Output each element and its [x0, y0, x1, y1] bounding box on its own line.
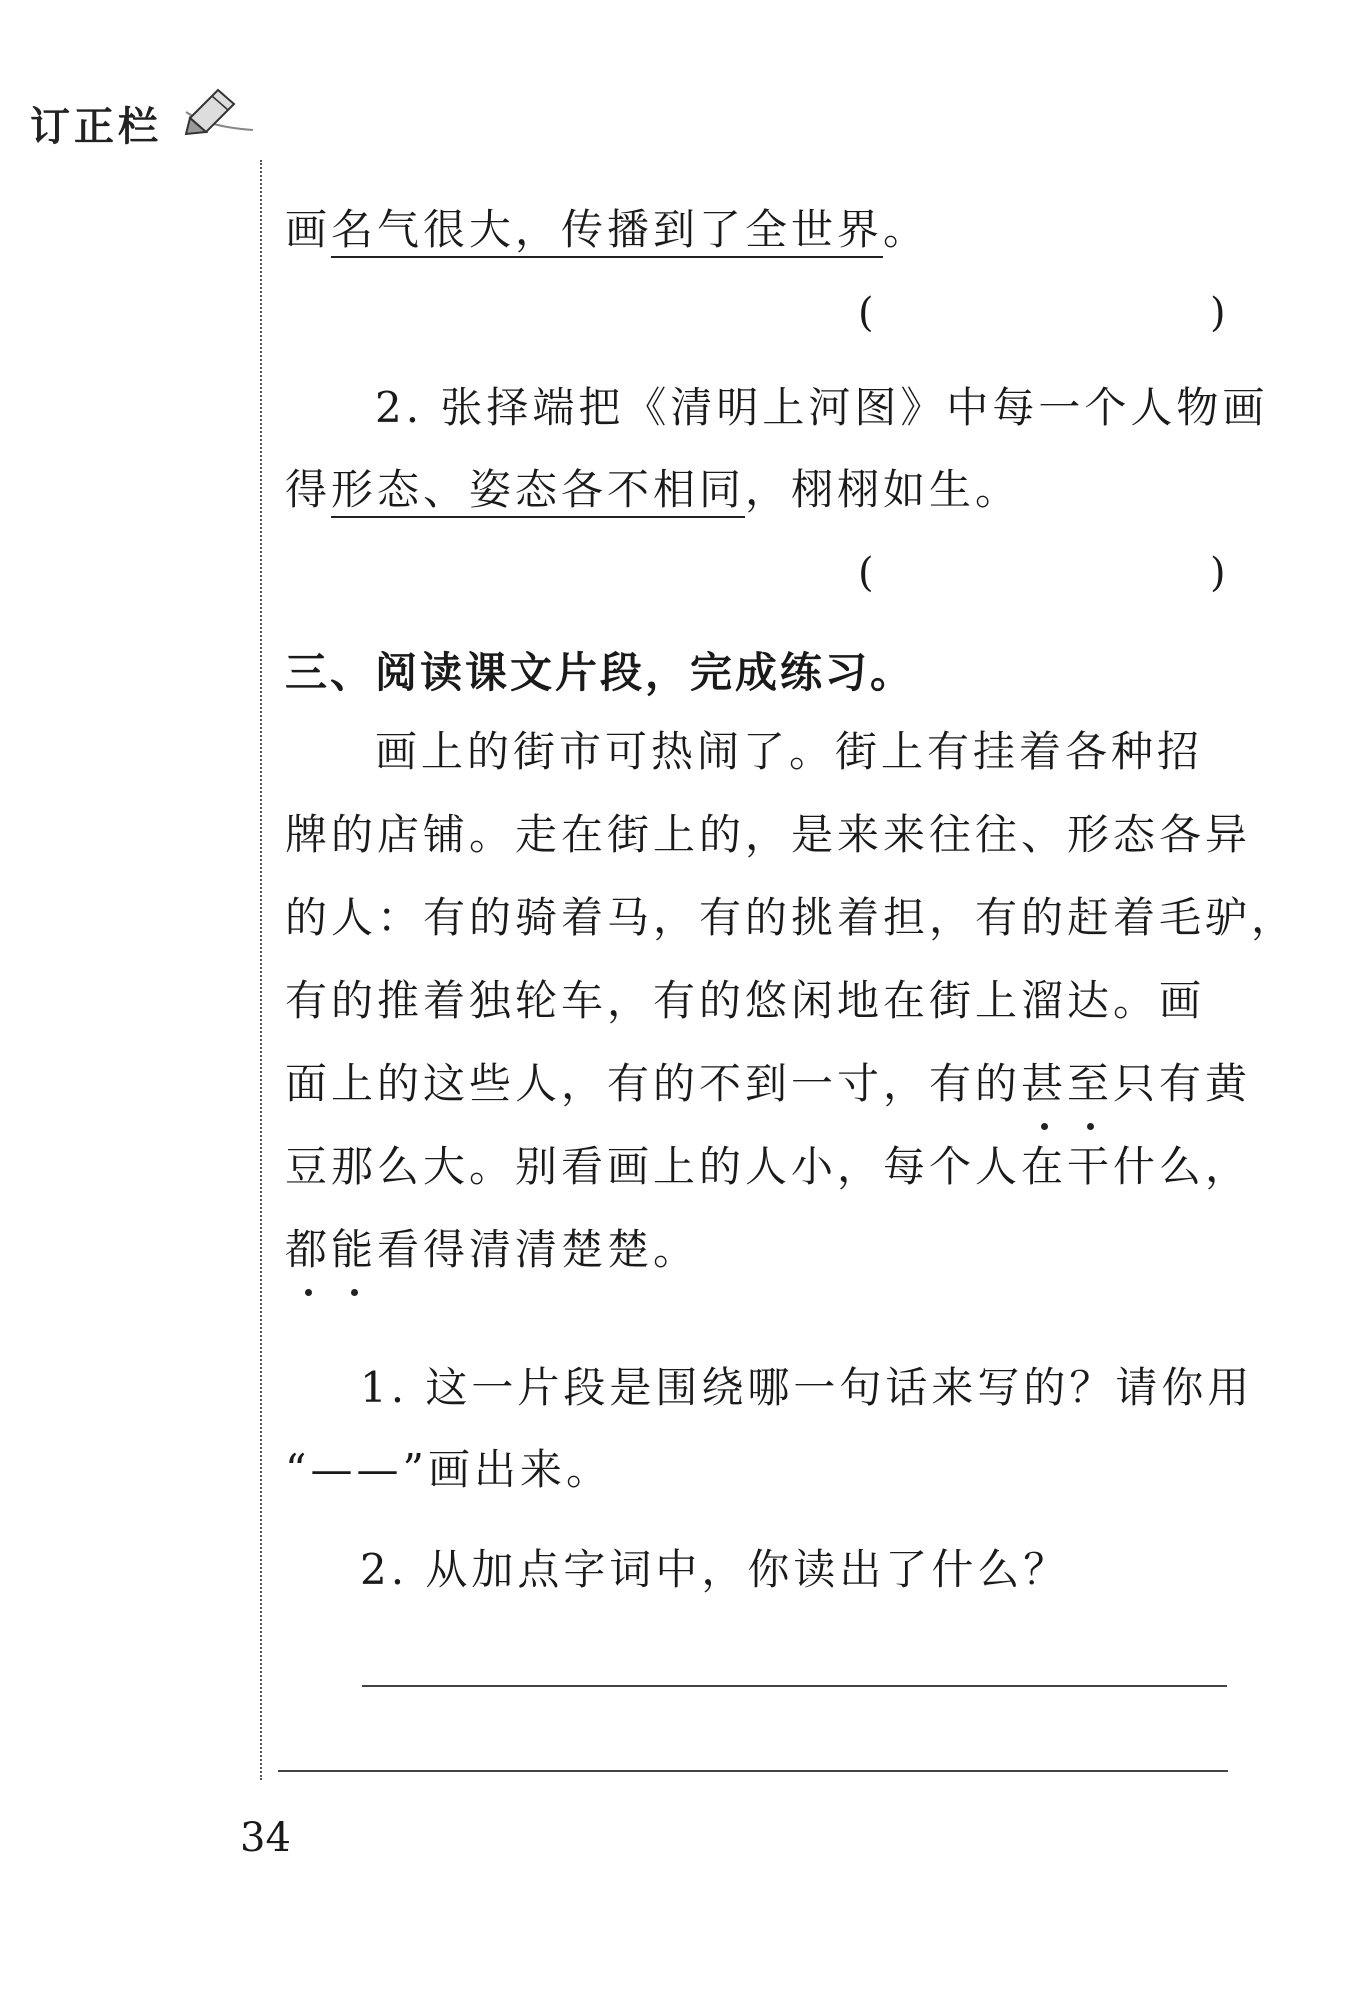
dotted-char: 能: [331, 1220, 377, 1280]
answer-paren-open: (: [858, 550, 874, 596]
question-2-line1: 2. 张择端把《清明上河图》中每一个人物画: [375, 383, 1269, 432]
passage-line-4: 有的推着独轮车，有的悠闲地在街上溜达。画: [285, 976, 1206, 1025]
passage-line-2: 牌的店铺。走在街上的，是来来往往、形态各异: [285, 810, 1252, 859]
question-2-line2: 得形态、姿态各不相同，栩栩如生。: [285, 460, 1021, 520]
section-3-question-1-line1: 1. 这一片段是围绕哪一句话来写的？请你用: [360, 1363, 1254, 1412]
question-1-tail: 画名气很大，传播到了全世界。: [285, 200, 929, 260]
page-number: 34: [240, 1815, 291, 1861]
passage-line-6: 豆那么大。别看画上的人小，每个人在干什么，: [285, 1142, 1252, 1191]
dotted-char: 至: [1067, 1054, 1113, 1114]
pencil-icon: [178, 82, 258, 142]
answer-line[interactable]: [278, 1770, 1228, 1772]
section-3-question-2: 2. 从加点字词中，你读出了什么？: [360, 1545, 1070, 1594]
dotted-char: 都: [285, 1220, 331, 1280]
passage-line-3: 的人：有的骑着马，有的挑着担，有的赶着毛驴，: [285, 893, 1298, 942]
dotted-char: 甚: [1021, 1054, 1067, 1114]
answer-paren-close: ): [1210, 290, 1226, 336]
answer-line[interactable]: [362, 1685, 1227, 1687]
answer-paren-close: ): [1210, 550, 1226, 596]
correction-column-label: 订正栏: [30, 104, 162, 150]
passage-line-5: 面上的这些人，有的不到一寸，有的甚至只有黄: [285, 1054, 1251, 1114]
section-3-question-1-line2: “——”画出来。: [285, 1445, 612, 1494]
margin-divider: [260, 160, 262, 1780]
section-3-heading: 三、阅读课文片段，完成练习。: [285, 648, 916, 697]
passage-line-7: 都能看得清清楚楚。: [285, 1220, 699, 1280]
passage-line-1: 画上的街市可热闹了。街上有挂着各种招: [375, 727, 1204, 776]
answer-paren-open: (: [858, 290, 874, 336]
